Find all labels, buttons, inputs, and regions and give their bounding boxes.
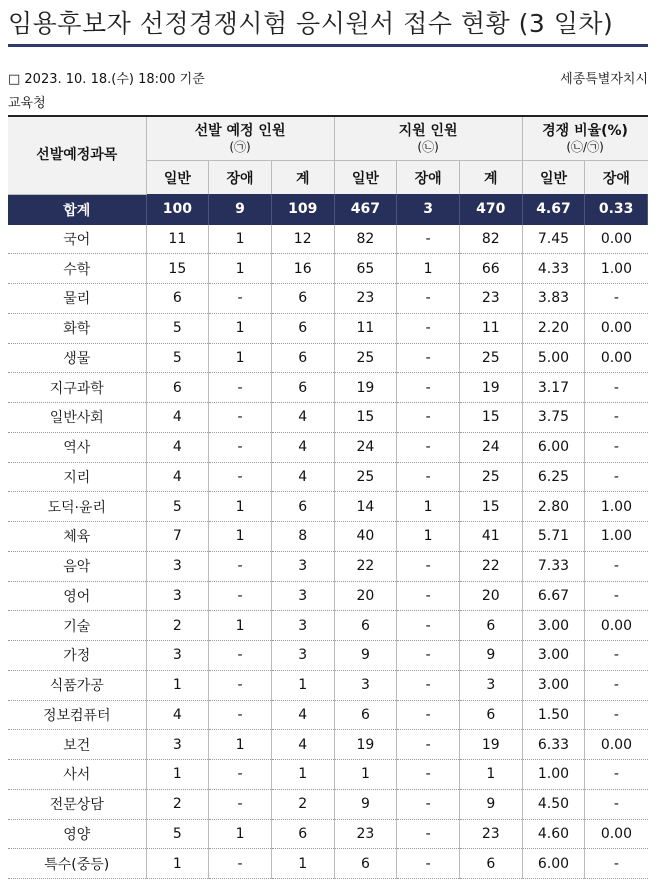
- table-row: [8, 432, 648, 462]
- value-cell: 1: [271, 760, 334, 790]
- value-cell: 6: [271, 284, 334, 314]
- value-cell: 1: [334, 760, 397, 790]
- value-cell: -: [397, 313, 460, 343]
- timestamp: □ 2023. 10. 18.(수) 18:00 기준: [8, 72, 205, 87]
- table-row: [8, 611, 648, 641]
- value-cell: -: [397, 760, 460, 790]
- value-cell: 4.60: [522, 819, 585, 849]
- value-cell: -: [209, 432, 272, 462]
- value-cell: 5: [146, 819, 209, 849]
- header-subject: 선발예정과목: [8, 116, 146, 194]
- value-cell: 1: [397, 254, 460, 284]
- value-cell: 1: [209, 254, 272, 284]
- value-cell: -: [397, 551, 460, 581]
- value-cell: -: [397, 343, 460, 373]
- value-cell: 40: [334, 522, 397, 552]
- value-cell: -: [397, 432, 460, 462]
- value-cell: 82: [459, 225, 522, 254]
- value-cell: 25: [334, 462, 397, 492]
- subject-cell: 음악: [8, 551, 146, 581]
- value-cell: -: [397, 700, 460, 730]
- value-cell: 4: [271, 432, 334, 462]
- org-name: 세종특별자치시: [560, 72, 648, 87]
- total-cell: 470: [459, 194, 522, 225]
- table-row: [8, 641, 648, 671]
- value-cell: -: [585, 462, 648, 492]
- subject-cell: 일반사회: [8, 403, 146, 433]
- value-cell: 1: [209, 343, 272, 373]
- value-cell: 6.33: [522, 730, 585, 760]
- subject-cell: 영어: [8, 581, 146, 611]
- value-cell: 15: [146, 254, 209, 284]
- value-cell: 9: [334, 789, 397, 819]
- value-cell: 5.71: [522, 522, 585, 552]
- value-cell: 23: [334, 819, 397, 849]
- total-cell: 합계: [8, 194, 146, 225]
- value-cell: 15: [459, 492, 522, 522]
- value-cell: 0.00: [585, 343, 648, 373]
- value-cell: 1.00: [585, 522, 648, 552]
- value-cell: -: [209, 284, 272, 314]
- value-cell: 3: [146, 551, 209, 581]
- total-cell: 3: [397, 194, 460, 225]
- value-cell: 4: [146, 462, 209, 492]
- value-cell: 82: [334, 225, 397, 254]
- table-row: [8, 581, 648, 611]
- value-cell: 11: [146, 225, 209, 254]
- value-cell: 1: [146, 760, 209, 790]
- value-cell: 4: [146, 403, 209, 433]
- table-row: [8, 760, 648, 790]
- table-row: [8, 819, 648, 849]
- value-cell: 6.67: [522, 581, 585, 611]
- value-cell: 6: [271, 343, 334, 373]
- value-cell: -: [397, 581, 460, 611]
- subject-cell: 보건: [8, 730, 146, 760]
- value-cell: 6.25: [522, 462, 585, 492]
- value-cell: 1: [209, 611, 272, 641]
- value-cell: 6: [459, 611, 522, 641]
- value-cell: -: [209, 403, 272, 433]
- value-cell: 3: [271, 581, 334, 611]
- total-cell: 9: [209, 194, 272, 225]
- table-row: [8, 789, 648, 819]
- subject-cell: 기술: [8, 611, 146, 641]
- value-cell: 5: [146, 343, 209, 373]
- value-cell: 3.00: [522, 611, 585, 641]
- header-planned: 선발 예정 인원 (㉠): [146, 116, 334, 161]
- value-cell: 3: [271, 641, 334, 671]
- value-cell: 19: [459, 373, 522, 403]
- value-cell: -: [397, 730, 460, 760]
- value-cell: -: [209, 373, 272, 403]
- value-cell: 6: [334, 849, 397, 879]
- title-divider: [8, 44, 648, 47]
- table-row: [8, 670, 648, 700]
- value-cell: -: [209, 760, 272, 790]
- value-cell: 19: [334, 373, 397, 403]
- value-cell: 66: [459, 254, 522, 284]
- table-row: [8, 522, 648, 552]
- value-cell: -: [585, 641, 648, 671]
- value-cell: 1: [271, 670, 334, 700]
- value-cell: 20: [334, 581, 397, 611]
- value-cell: 41: [459, 522, 522, 552]
- subject-cell: 국어: [8, 225, 146, 254]
- value-cell: 25: [459, 343, 522, 373]
- subject-cell: 전문상담: [8, 789, 146, 819]
- header-applicants: 지원 인원 (㉡): [334, 116, 522, 161]
- value-cell: 6: [271, 492, 334, 522]
- subject-cell: 지구과학: [8, 373, 146, 403]
- table-row: [8, 492, 648, 522]
- value-cell: 6: [334, 611, 397, 641]
- value-cell: 6.00: [522, 432, 585, 462]
- table-row: [8, 849, 648, 879]
- value-cell: 6: [271, 819, 334, 849]
- value-cell: -: [397, 462, 460, 492]
- value-cell: 2: [146, 789, 209, 819]
- value-cell: 15: [459, 403, 522, 433]
- total-cell: 4.67: [522, 194, 585, 225]
- total-cell: 467: [334, 194, 397, 225]
- value-cell: -: [585, 670, 648, 700]
- table-row: [8, 225, 648, 254]
- value-cell: -: [585, 432, 648, 462]
- value-cell: 5: [146, 313, 209, 343]
- value-cell: 12: [271, 225, 334, 254]
- value-cell: 2.80: [522, 492, 585, 522]
- value-cell: -: [209, 581, 272, 611]
- value-cell: 7: [146, 522, 209, 552]
- value-cell: 16: [271, 254, 334, 284]
- value-cell: -: [397, 611, 460, 641]
- value-cell: 3.00: [522, 641, 585, 671]
- value-cell: -: [397, 403, 460, 433]
- value-cell: 3: [334, 670, 397, 700]
- value-cell: -: [585, 284, 648, 314]
- value-cell: 6: [271, 373, 334, 403]
- value-cell: 23: [459, 284, 522, 314]
- value-cell: 22: [334, 551, 397, 581]
- value-cell: -: [585, 789, 648, 819]
- subject-cell: 정보컴퓨터: [8, 700, 146, 730]
- value-cell: 1.00: [522, 760, 585, 790]
- subject-cell: 지리: [8, 462, 146, 492]
- value-cell: 2: [271, 789, 334, 819]
- value-cell: 22: [459, 551, 522, 581]
- page-title: 임용후보자 선정경쟁시험 응시원서 접수 현황 (3 일차): [8, 9, 614, 38]
- value-cell: -: [209, 462, 272, 492]
- value-cell: 14: [334, 492, 397, 522]
- header-disabled: 장애: [585, 161, 648, 195]
- header-general: 일반: [522, 161, 585, 195]
- value-cell: 4.33: [522, 254, 585, 284]
- value-cell: 1: [209, 225, 272, 254]
- value-cell: 20: [459, 581, 522, 611]
- value-cell: 9: [459, 789, 522, 819]
- value-cell: 3.75: [522, 403, 585, 433]
- value-cell: 0.00: [585, 730, 648, 760]
- applications-table: [8, 115, 648, 879]
- subject-cell: 역사: [8, 432, 146, 462]
- value-cell: 23: [334, 284, 397, 314]
- subject-cell: 영양: [8, 819, 146, 849]
- value-cell: -: [397, 849, 460, 879]
- value-cell: 6: [271, 313, 334, 343]
- table-row: [8, 343, 648, 373]
- value-cell: 1: [459, 760, 522, 790]
- value-cell: 6.00: [522, 849, 585, 879]
- value-cell: 3: [146, 730, 209, 760]
- total-cell: 0.33: [585, 194, 648, 225]
- value-cell: 3: [146, 641, 209, 671]
- subject-cell: 특수(중등): [8, 849, 146, 879]
- value-cell: 6: [146, 284, 209, 314]
- value-cell: -: [397, 819, 460, 849]
- value-cell: 8: [271, 522, 334, 552]
- value-cell: 1: [146, 670, 209, 700]
- value-cell: 19: [334, 730, 397, 760]
- value-cell: 4: [271, 730, 334, 760]
- value-cell: 9: [334, 641, 397, 671]
- value-cell: -: [397, 373, 460, 403]
- value-cell: 11: [459, 313, 522, 343]
- value-cell: -: [585, 700, 648, 730]
- value-cell: 24: [459, 432, 522, 462]
- value-cell: 4: [271, 462, 334, 492]
- subject-cell: 물리: [8, 284, 146, 314]
- value-cell: -: [585, 581, 648, 611]
- value-cell: -: [397, 641, 460, 671]
- table-row: [8, 254, 648, 284]
- value-cell: 3.83: [522, 284, 585, 314]
- value-cell: 3.17: [522, 373, 585, 403]
- table-row: [8, 700, 648, 730]
- value-cell: -: [585, 551, 648, 581]
- value-cell: 2.20: [522, 313, 585, 343]
- value-cell: 1: [209, 730, 272, 760]
- value-cell: 3: [146, 581, 209, 611]
- subject-cell: 도덕·윤리: [8, 492, 146, 522]
- value-cell: 1.00: [585, 492, 648, 522]
- value-cell: 9: [459, 641, 522, 671]
- value-cell: -: [397, 284, 460, 314]
- value-cell: 4: [271, 403, 334, 433]
- total-row: [8, 194, 648, 225]
- subject-cell: 사서: [8, 760, 146, 790]
- value-cell: 6: [146, 373, 209, 403]
- value-cell: 3.00: [522, 670, 585, 700]
- value-cell: -: [209, 789, 272, 819]
- subject-cell: 생물: [8, 343, 146, 373]
- value-cell: 11: [334, 313, 397, 343]
- table-row: [8, 462, 648, 492]
- value-cell: 1: [397, 492, 460, 522]
- header-sum: 계: [271, 161, 334, 195]
- value-cell: 24: [334, 432, 397, 462]
- header-ratio: 경쟁 비율(%) (㉡/㉠): [522, 116, 647, 161]
- value-cell: 1.00: [585, 254, 648, 284]
- org-name-suffix: 교육청: [8, 96, 46, 111]
- header-sum: 계: [459, 161, 522, 195]
- value-cell: 0.00: [585, 611, 648, 641]
- subject-cell: 가정: [8, 641, 146, 671]
- value-cell: -: [209, 700, 272, 730]
- value-cell: -: [585, 403, 648, 433]
- value-cell: 1: [209, 492, 272, 522]
- value-cell: 6: [334, 700, 397, 730]
- value-cell: 4: [271, 700, 334, 730]
- value-cell: 1: [209, 313, 272, 343]
- value-cell: -: [585, 849, 648, 879]
- value-cell: 5: [146, 492, 209, 522]
- value-cell: 1: [209, 522, 272, 552]
- table-row: [8, 373, 648, 403]
- value-cell: 7.33: [522, 551, 585, 581]
- table-row: [8, 551, 648, 581]
- value-cell: 25: [459, 462, 522, 492]
- value-cell: 3: [271, 551, 334, 581]
- value-cell: 65: [334, 254, 397, 284]
- value-cell: 1.50: [522, 700, 585, 730]
- total-cell: 109: [271, 194, 334, 225]
- header-general: 일반: [146, 161, 209, 195]
- subject-cell: 수학: [8, 254, 146, 284]
- value-cell: 25: [334, 343, 397, 373]
- table-row: [8, 730, 648, 760]
- subject-cell: 화학: [8, 313, 146, 343]
- value-cell: 2: [146, 611, 209, 641]
- value-cell: 4: [146, 432, 209, 462]
- value-cell: 15: [334, 403, 397, 433]
- value-cell: 6: [459, 700, 522, 730]
- value-cell: 7.45: [522, 225, 585, 254]
- subject-cell: 식품가공: [8, 670, 146, 700]
- subject-cell: 체육: [8, 522, 146, 552]
- header-general: 일반: [334, 161, 397, 195]
- value-cell: 6: [459, 849, 522, 879]
- table-row: [8, 284, 648, 314]
- value-cell: 0.00: [585, 313, 648, 343]
- value-cell: 23: [459, 819, 522, 849]
- value-cell: -: [397, 789, 460, 819]
- value-cell: 0.00: [585, 819, 648, 849]
- value-cell: -: [209, 670, 272, 700]
- value-cell: 3: [459, 670, 522, 700]
- table-row: [8, 313, 648, 343]
- value-cell: -: [397, 225, 460, 254]
- value-cell: 19: [459, 730, 522, 760]
- value-cell: -: [585, 373, 648, 403]
- value-cell: 3: [271, 611, 334, 641]
- header-disabled: 장애: [209, 161, 272, 195]
- value-cell: -: [209, 641, 272, 671]
- value-cell: 4.50: [522, 789, 585, 819]
- value-cell: 1: [209, 819, 272, 849]
- table-row: [8, 403, 648, 433]
- value-cell: 4: [146, 700, 209, 730]
- total-cell: 100: [146, 194, 209, 225]
- value-cell: 5.00: [522, 343, 585, 373]
- value-cell: 1: [397, 522, 460, 552]
- value-cell: -: [209, 551, 272, 581]
- value-cell: 1: [146, 849, 209, 879]
- value-cell: 1: [271, 849, 334, 879]
- header-disabled: 장애: [397, 161, 460, 195]
- value-cell: -: [209, 849, 272, 879]
- value-cell: 0.00: [585, 225, 648, 254]
- value-cell: -: [585, 760, 648, 790]
- value-cell: -: [397, 670, 460, 700]
